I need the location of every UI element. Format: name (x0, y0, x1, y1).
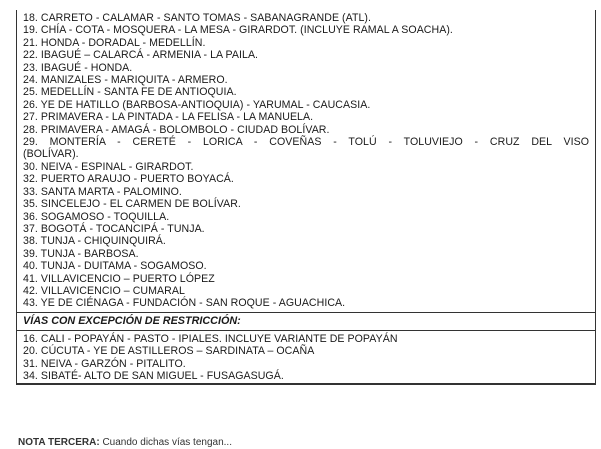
route-item: 27. PRIMAVERA - LA PINTADA - LA FELISA - LA MANUELA. (23, 111, 314, 124)
route-item: 40. TUNJA - DUITAMA - SOGAMOSO. (23, 260, 207, 273)
route-item: 23. IBAGUÉ - HONDA. (23, 61, 133, 74)
exception-routes-cell (17, 331, 595, 385)
exception-route-item: 16. CALI - POPAYÁN - PASTO - IPIALES. INCLUYE VARIANTE DE POPAYÁN (23, 332, 398, 345)
route-item: 38. TUNJA - CHIQUINQUIRÁ. (23, 235, 166, 248)
footnote (18, 437, 232, 449)
footnote-text: Cuando dichas vías tengan... (99, 437, 232, 448)
route-item-29-continuation: (BOLÍVAR). (23, 148, 79, 161)
route-item: 22. IBAGUÉ – CALARCÁ - ARMENIA - LA PAILA. (23, 49, 259, 62)
route-item: 32. PUERTO ARAUJO - PUERTO BOYACÁ. (23, 173, 234, 186)
route-item: 18. CARRETO - CALAMAR - SANTO TOMAS - SABANAGRANDE (ATL). (23, 12, 371, 24)
route-item: 21. HONDA - DORADAL - MEDELLÍN. (23, 36, 206, 49)
exception-route-item: 34. SIBATÉ- ALTO DE SAN MIGUEL - FUSAGASUGÁ. (23, 369, 284, 382)
route-item: 42. VILLAVICENCIO – CUMARAL (23, 284, 185, 297)
route-item-29: 29. MONTERÍA - CERETÉ - LORICA - COVEÑAS - TOLÚ - TOLUVIEJO - CRUZ DEL VISO (23, 136, 589, 149)
exception-section-header: VÍAS CON EXCEPCIÓN DE RESTRICCIÓN: (17, 313, 595, 331)
route-item: 43. YE DE CIÉNAGA - FUNDACIÓN - SAN ROQUE - AGUACHICA. (23, 297, 346, 310)
routes-table (16, 10, 596, 385)
restricted-routes-cell (17, 10, 595, 313)
route-item: 26. YE DE HATILLO (BARBOSA-ANTIOQUIA) - YARUMAL - CAUCASIA. (23, 98, 371, 111)
route-item: 30. NEIVA - ESPINAL - GIRARDOT. (23, 160, 194, 173)
route-item: 41. VILLAVICENCIO – PUERTO LÓPEZ (23, 272, 215, 285)
route-item: 24. MANIZALES - MARIQUITA - ARMERO. (23, 74, 228, 87)
route-item: 37. BOGOTÁ - TOCANCIPÁ - TUNJA. (23, 222, 205, 235)
route-item: 35. SINCELEJO - EL CARMEN DE BOLÍVAR. (23, 198, 241, 211)
route-item: 39. TUNJA - BARBOSA. (23, 247, 139, 260)
footnote-label: NOTA TERCERA: (18, 437, 100, 448)
exception-route-item: 20. CÚCUTA - YE DE ASTILLEROS – SARDINATA – OCAÑA (23, 345, 315, 358)
route-item: 33. SANTA MARTA - PALOMINO. (23, 185, 182, 198)
route-item: 36. SOGAMOSO - TOQUILLA. (23, 210, 170, 223)
route-item: 19. CHÍA - COTA - MOSQUERA - LA MESA - GIRARDOT. (INCLUYE RAMAL A SOACHA). (23, 24, 453, 37)
route-item: 28. PRIMAVERA - AMAGÁ - BOLOMBOLO - CIUDAD BOLÍVAR. (23, 123, 330, 136)
route-item: 25. MEDELLÍN - SANTA FE DE ANTIOQUIA. (23, 86, 237, 99)
exception-route-item: 31. NEIVA - GARZÓN - PITALITO. (23, 357, 186, 370)
